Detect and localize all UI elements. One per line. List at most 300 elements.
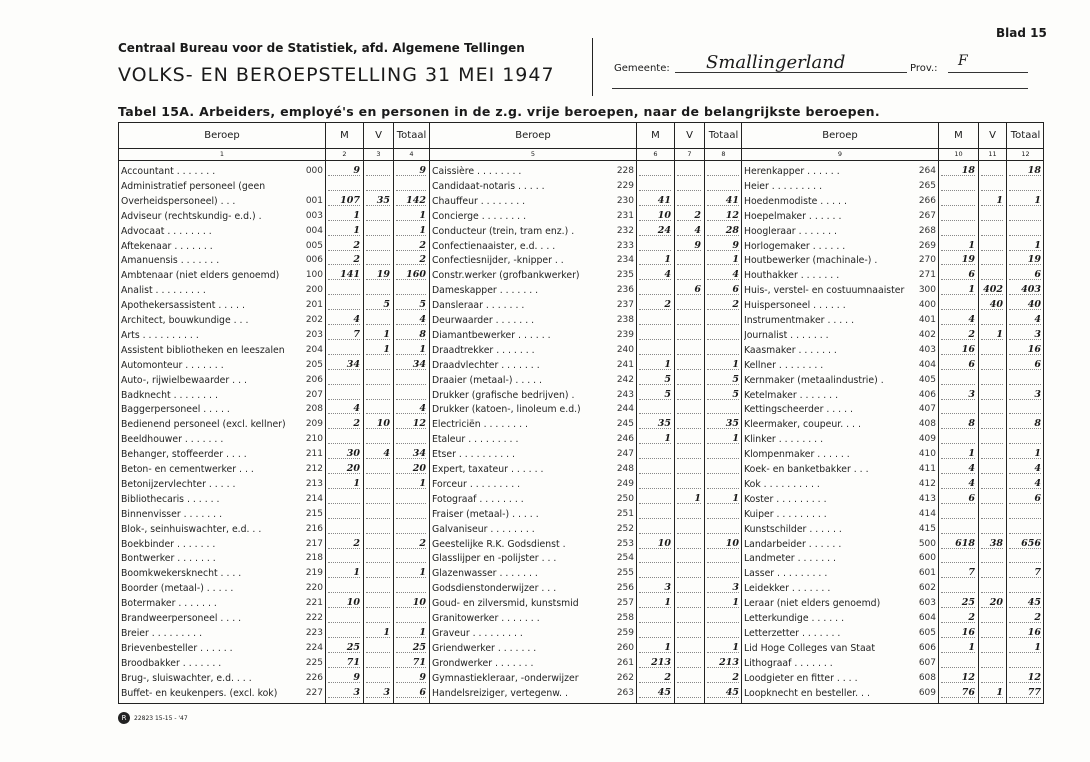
count-male: 24 xyxy=(639,225,671,236)
count-total: 1 xyxy=(707,254,739,265)
occupation-name: Boorder (metaal-) . . . . . xyxy=(121,583,234,595)
count-male xyxy=(639,567,671,578)
count-total: 160 xyxy=(396,269,426,280)
table-row xyxy=(119,390,429,402)
occupation-name: Letterkundige . . . . . . xyxy=(744,613,845,624)
occupation-name: Hoedenmodiste . . . . . xyxy=(744,195,847,207)
occupation-name: Hoogleraar . . . . . . . xyxy=(744,225,837,237)
occupation-code: 204 xyxy=(305,344,323,355)
occupation-code: 268 xyxy=(918,225,936,236)
occupation-name: Forceur . . . . . . . . . xyxy=(432,478,521,490)
count-female xyxy=(981,448,1003,459)
count-male xyxy=(941,195,975,206)
table-row xyxy=(430,211,742,223)
count-male xyxy=(639,448,671,459)
count-total: 213 xyxy=(707,657,739,668)
count-male: 4 xyxy=(328,403,360,414)
occupation-name: Horlogemaker . . . . . . xyxy=(744,240,846,252)
occupation-code: 225 xyxy=(305,657,323,668)
occupation-name: Expert, taxateur . . . . . . xyxy=(432,464,544,475)
count-female xyxy=(981,359,1003,370)
count-total xyxy=(396,552,426,563)
count-female xyxy=(366,210,390,221)
count-male xyxy=(941,374,975,385)
count-female xyxy=(366,567,390,578)
occupation-name: Huis-, verstel- en costuumnaaister xyxy=(744,285,905,297)
occupation-code: 224 xyxy=(305,642,323,653)
occupation-name: Drukker (grafische bedrijven) . xyxy=(432,389,575,401)
count-male: 6 xyxy=(941,269,975,280)
occupation-code: 607 xyxy=(918,657,936,668)
table-row xyxy=(119,673,429,685)
count-female: 9 xyxy=(677,240,701,251)
count-female xyxy=(981,642,1003,653)
occupation-name: Brievenbesteller . . . . . . xyxy=(121,642,233,654)
occupation-name: Confectiesnijder, -knipper . . xyxy=(432,255,564,267)
count-male: 41 xyxy=(639,195,671,206)
count-female xyxy=(677,269,701,280)
count-total xyxy=(1009,523,1041,534)
occupation-code: 407 xyxy=(918,404,936,415)
table-row xyxy=(430,509,742,521)
occupation-name: Caissière . . . . . . . . xyxy=(432,166,522,177)
column-number-row xyxy=(430,148,742,161)
count-total xyxy=(707,314,739,325)
column-header: V xyxy=(978,123,1006,148)
occupation-code: 257 xyxy=(616,598,634,609)
count-total xyxy=(707,344,739,355)
count-total xyxy=(707,180,739,191)
table-row xyxy=(742,390,1044,402)
count-total xyxy=(707,567,739,578)
count-total xyxy=(707,508,739,519)
count-male: 2 xyxy=(328,240,360,251)
count-total xyxy=(707,403,739,414)
occupation-code: 220 xyxy=(305,583,323,594)
occupation-name: Draadtrekker . . . . . . . xyxy=(432,344,535,356)
occupation-name: Brug-, sluiswachter, e.d. . . . xyxy=(121,672,252,684)
table-row xyxy=(430,568,742,580)
occupation-code: 406 xyxy=(918,389,936,400)
count-male xyxy=(941,523,975,534)
occupation-name: Confectienaaister, e.d. . . . xyxy=(432,240,556,252)
count-female: 1 xyxy=(677,493,701,504)
occupation-name: Lithograaf . . . . . . . xyxy=(744,657,833,669)
occupation-name: Loopknecht en besteller. . . xyxy=(744,687,870,699)
table-row xyxy=(742,181,1044,193)
occupation-name: Bontwerker . . . . . . . xyxy=(121,553,216,565)
occupation-code: 230 xyxy=(616,195,634,206)
count-female xyxy=(677,344,701,355)
column-number: 10 xyxy=(938,148,978,160)
count-male xyxy=(639,493,671,504)
occupation-code: 248 xyxy=(616,464,634,474)
occupation-name: Candidaat-notaris . . . . . xyxy=(432,180,545,192)
count-total xyxy=(396,374,426,385)
occupation-code: 247 xyxy=(616,449,634,460)
occupation-code: 241 xyxy=(616,359,634,370)
occupation-code: 245 xyxy=(616,419,634,430)
occupation-name: Auto-, rijwielbewaarder . . . xyxy=(121,374,247,386)
occupation-name: Godsdienstonderwijzer . . . xyxy=(432,583,557,595)
table-row xyxy=(742,434,1044,446)
occupation-code: 000 xyxy=(305,166,323,176)
count-total: 1 xyxy=(396,478,426,489)
table-row xyxy=(742,553,1044,565)
count-female xyxy=(981,672,1003,683)
count-male: 1 xyxy=(639,254,671,265)
occupation-name: Advocaat . . . . . . . . xyxy=(121,225,212,237)
occupation-code: 003 xyxy=(305,210,323,221)
gemeente-label: Gemeente: xyxy=(614,63,670,74)
column-header: Beroep xyxy=(515,130,551,141)
count-female xyxy=(366,642,390,653)
column-number: 12 xyxy=(1006,148,1044,160)
occupation-name: Architect, bouwkundige . . . xyxy=(121,315,249,326)
count-female xyxy=(981,508,1003,519)
table-row xyxy=(742,404,1044,416)
count-total xyxy=(1009,508,1041,519)
occupation-code: 606 xyxy=(918,642,936,653)
column-number-row xyxy=(119,148,429,161)
count-total: 1 xyxy=(396,344,426,355)
count-total: 3 xyxy=(707,582,739,593)
occupation-code: 239 xyxy=(616,329,634,340)
count-female xyxy=(981,418,1003,429)
print-code: 22823 15-15 - '47 xyxy=(134,714,188,722)
occupation-name: Koster . . . . . . . . . xyxy=(744,493,827,505)
table-title: Tabel 15A. Arbeiders, employé's en personen in de z.g. vrije beroepen, naar de belangrijkste beroepen. xyxy=(118,104,880,119)
occupation-code: 605 xyxy=(918,627,936,638)
occupation-code: 212 xyxy=(305,464,323,474)
count-male xyxy=(639,165,671,176)
table-row xyxy=(119,568,429,580)
occupation-code: 249 xyxy=(616,478,634,489)
occupation-code: 269 xyxy=(918,240,936,251)
table-row xyxy=(742,479,1044,491)
prov-underline xyxy=(948,72,1028,73)
count-female xyxy=(981,389,1003,400)
occupation-code: 412 xyxy=(918,478,936,489)
occupation-code: 414 xyxy=(918,508,936,519)
count-female xyxy=(366,374,390,385)
occupation-name: Boomkwekersknecht . . . . xyxy=(121,568,242,580)
occupation-code: 208 xyxy=(305,404,323,415)
occupation-code: 600 xyxy=(918,553,936,564)
occupation-code: 603 xyxy=(918,598,936,609)
table-row xyxy=(430,553,742,565)
count-male: 141 xyxy=(328,269,360,280)
count-total xyxy=(396,612,426,623)
count-female xyxy=(677,314,701,325)
count-male: 16 xyxy=(941,344,975,355)
occupation-name: Houthakker . . . . . . . xyxy=(744,270,840,282)
column-header: M xyxy=(636,123,674,148)
occupation-name: Herenkapper . . . . . . xyxy=(744,166,840,177)
occupation-name: Kaasmaker . . . . . . . xyxy=(744,344,837,356)
table-row xyxy=(119,315,429,327)
count-total xyxy=(396,284,426,295)
count-female xyxy=(366,478,390,489)
count-male: 7 xyxy=(941,567,975,578)
count-male: 2 xyxy=(639,299,671,310)
occupation-name: Bibliothecaris . . . . . . xyxy=(121,493,220,505)
table-row xyxy=(119,419,429,431)
count-female xyxy=(981,463,1003,474)
count-female xyxy=(981,240,1003,251)
count-female xyxy=(981,478,1003,489)
count-male xyxy=(639,478,671,489)
count-male xyxy=(328,523,360,534)
count-male: 35 xyxy=(639,418,671,429)
occupation-code: 403 xyxy=(918,344,936,355)
print-footer xyxy=(118,712,188,724)
count-total: 403 xyxy=(1009,284,1041,295)
count-male: 10 xyxy=(639,210,671,221)
occupation-name: Kernmaker (metaalindustrie) . xyxy=(744,374,884,386)
count-male: 20 xyxy=(328,463,360,474)
header-rule xyxy=(612,88,1028,89)
count-female: 1 xyxy=(366,627,390,638)
occupation-name: Goud- en zilversmid, kunstsmid xyxy=(432,598,579,610)
count-male: 5 xyxy=(639,389,671,400)
occupation-name: Automonteur . . . . . . . xyxy=(121,359,224,371)
table-row xyxy=(119,613,429,625)
count-male xyxy=(328,284,360,295)
count-total: 77 xyxy=(1009,687,1041,698)
table-row xyxy=(742,583,1044,595)
count-female: 3 xyxy=(366,687,390,698)
table-row xyxy=(742,419,1044,431)
count-female xyxy=(677,597,701,608)
table-row xyxy=(742,345,1044,357)
occupation-code: 223 xyxy=(305,627,323,638)
count-female xyxy=(677,552,701,563)
count-total: 34 xyxy=(396,448,426,459)
count-total: 4 xyxy=(1009,314,1041,325)
table-row xyxy=(430,449,742,461)
count-female: 1 xyxy=(366,344,390,355)
occupation-code: 260 xyxy=(616,642,634,653)
count-total: 5 xyxy=(396,299,426,310)
table-panel-2 xyxy=(429,123,742,703)
occupation-name: Galvaniseur . . . . . . . . xyxy=(432,523,535,535)
count-female xyxy=(366,389,390,400)
occupation-code: 238 xyxy=(616,315,634,325)
table-row xyxy=(742,360,1044,372)
occupation-name: Concierge . . . . . . . . xyxy=(432,210,527,222)
table-row xyxy=(119,196,429,208)
occupation-code: 001 xyxy=(305,195,323,206)
count-female xyxy=(981,225,1003,236)
count-female xyxy=(677,627,701,638)
count-female xyxy=(677,657,701,668)
table-row xyxy=(430,673,742,685)
table-row xyxy=(742,688,1044,700)
occupation-name: Hoepelmaker . . . . . . xyxy=(744,210,842,222)
count-male: 1 xyxy=(328,210,360,221)
count-total xyxy=(707,463,739,474)
occupation-code: 244 xyxy=(616,404,634,415)
count-total: 45 xyxy=(1009,597,1041,608)
table-row xyxy=(742,524,1044,536)
count-female xyxy=(366,284,390,295)
occupation-code: 214 xyxy=(305,493,323,504)
occupation-name: Overheidspersoneel) . . . xyxy=(121,195,236,207)
occupation-code: 227 xyxy=(305,687,323,698)
occupation-code: 608 xyxy=(918,672,936,683)
count-male: 19 xyxy=(941,254,975,265)
occupation-name: Kellner . . . . . . . . xyxy=(744,359,824,371)
table-row xyxy=(742,315,1044,327)
table-row xyxy=(430,390,742,402)
count-total xyxy=(707,448,739,459)
occupation-name: Koek- en banketbakker . . . xyxy=(744,464,869,475)
occupation-code: 221 xyxy=(305,598,323,609)
count-female xyxy=(366,508,390,519)
table-row xyxy=(119,509,429,521)
occupation-code: 264 xyxy=(918,166,936,176)
occupation-name: Heier . . . . . . . . . xyxy=(744,180,823,192)
column-header: Beroep xyxy=(822,130,858,141)
occupation-name: Adviseur (rechtskundig- e.d.) . xyxy=(121,210,262,222)
count-male: 1 xyxy=(328,225,360,236)
count-total: 6 xyxy=(396,687,426,698)
count-female xyxy=(981,254,1003,265)
printer-logo-icon: R xyxy=(118,712,130,724)
occupation-name: Letterzetter . . . . . . . xyxy=(744,627,841,639)
count-male: 4 xyxy=(941,478,975,489)
count-male xyxy=(639,344,671,355)
prov-label: Prov.: xyxy=(910,63,938,74)
column-header-row xyxy=(742,123,1044,149)
count-male: 1 xyxy=(941,448,975,459)
occupation-code: 604 xyxy=(918,613,936,623)
table-row xyxy=(119,360,429,372)
count-total: 2 xyxy=(1009,612,1041,623)
count-female xyxy=(366,657,390,668)
occupation-name: Lid Hoge Colleges van Staat xyxy=(744,642,875,654)
table-row xyxy=(430,419,742,431)
count-male: 71 xyxy=(328,657,360,668)
table-row xyxy=(430,583,742,595)
count-total: 142 xyxy=(396,195,426,206)
table-row xyxy=(430,479,742,491)
occupation-code: 217 xyxy=(305,538,323,549)
occupation-name: Huispersoneel . . . . . . xyxy=(744,300,846,312)
occupation-name: Granitowerker . . . . . . . xyxy=(432,613,540,624)
table-row xyxy=(742,613,1044,625)
count-total: 2 xyxy=(396,240,426,251)
occupation-name: Beton- en cementwerker . . . xyxy=(121,464,254,475)
occupation-name: Broodbakker . . . . . . . xyxy=(121,657,222,669)
count-female xyxy=(677,195,701,206)
occupation-code: 255 xyxy=(616,568,634,579)
count-male xyxy=(639,523,671,534)
table-row xyxy=(119,211,429,223)
count-male xyxy=(639,240,671,251)
occupation-name: Dameskapper . . . . . . . xyxy=(432,285,539,297)
count-male: 6 xyxy=(941,359,975,370)
count-male: 25 xyxy=(328,642,360,653)
occupation-code: 004 xyxy=(305,225,323,236)
table-row xyxy=(430,688,742,700)
occupation-name: Botermaker . . . . . . . xyxy=(121,598,217,610)
table-row xyxy=(430,196,742,208)
occupation-name: Glazenwasser . . . . . . . xyxy=(432,568,538,580)
count-total xyxy=(396,523,426,534)
occupation-code: 232 xyxy=(616,225,634,236)
count-total xyxy=(707,552,739,563)
count-total xyxy=(1009,433,1041,444)
occupation-code: 202 xyxy=(305,315,323,325)
count-male: 107 xyxy=(328,195,360,206)
count-female xyxy=(677,672,701,683)
count-total: 1 xyxy=(707,642,739,653)
count-total xyxy=(1009,225,1041,236)
table-row xyxy=(430,330,742,342)
occupation-code: 404 xyxy=(918,359,936,370)
count-male: 4 xyxy=(941,314,975,325)
occupation-name: Kuiper . . . . . . . . . xyxy=(744,508,827,520)
column-number: 9 xyxy=(837,150,843,158)
prov-value: F xyxy=(958,53,968,69)
count-female: 402 xyxy=(981,284,1003,295)
count-male: 3 xyxy=(941,389,975,400)
count-total xyxy=(707,165,739,176)
occupation-name: Fotograaf . . . . . . . . xyxy=(432,493,524,505)
count-total: 4 xyxy=(396,403,426,414)
count-male: 76 xyxy=(941,687,975,698)
table-row xyxy=(119,583,429,595)
table-row xyxy=(742,628,1044,640)
column-header-row xyxy=(430,123,742,149)
occupation-code: 246 xyxy=(616,434,634,445)
count-male: 1 xyxy=(328,567,360,578)
count-total: 12 xyxy=(707,210,739,221)
table-row xyxy=(119,226,429,238)
occupation-name: Chauffeur . . . . . . . . xyxy=(432,195,526,207)
count-total xyxy=(396,493,426,504)
count-female xyxy=(366,463,390,474)
count-female xyxy=(677,612,701,623)
occupation-code: 237 xyxy=(616,300,634,311)
count-female xyxy=(981,180,1003,191)
count-female xyxy=(677,254,701,265)
count-female xyxy=(366,180,390,191)
table-row xyxy=(742,270,1044,282)
occupation-code: 250 xyxy=(616,493,634,504)
occupation-code: 259 xyxy=(616,627,634,638)
table-row xyxy=(430,226,742,238)
count-male: 8 xyxy=(941,418,975,429)
count-female xyxy=(677,374,701,385)
count-male xyxy=(328,299,360,310)
count-male: 34 xyxy=(328,359,360,370)
count-total xyxy=(396,180,426,191)
count-female xyxy=(981,433,1003,444)
count-male xyxy=(328,612,360,623)
count-male: 18 xyxy=(941,165,975,176)
count-male xyxy=(639,180,671,191)
occupation-code: 251 xyxy=(616,508,634,519)
table-row xyxy=(119,449,429,461)
count-male xyxy=(639,314,671,325)
occupation-name: Kleermaker, coupeur. . . . xyxy=(744,419,861,431)
count-female xyxy=(677,687,701,698)
occupation-name: Amanuensis . . . . . . . xyxy=(121,255,220,267)
count-total xyxy=(707,627,739,638)
